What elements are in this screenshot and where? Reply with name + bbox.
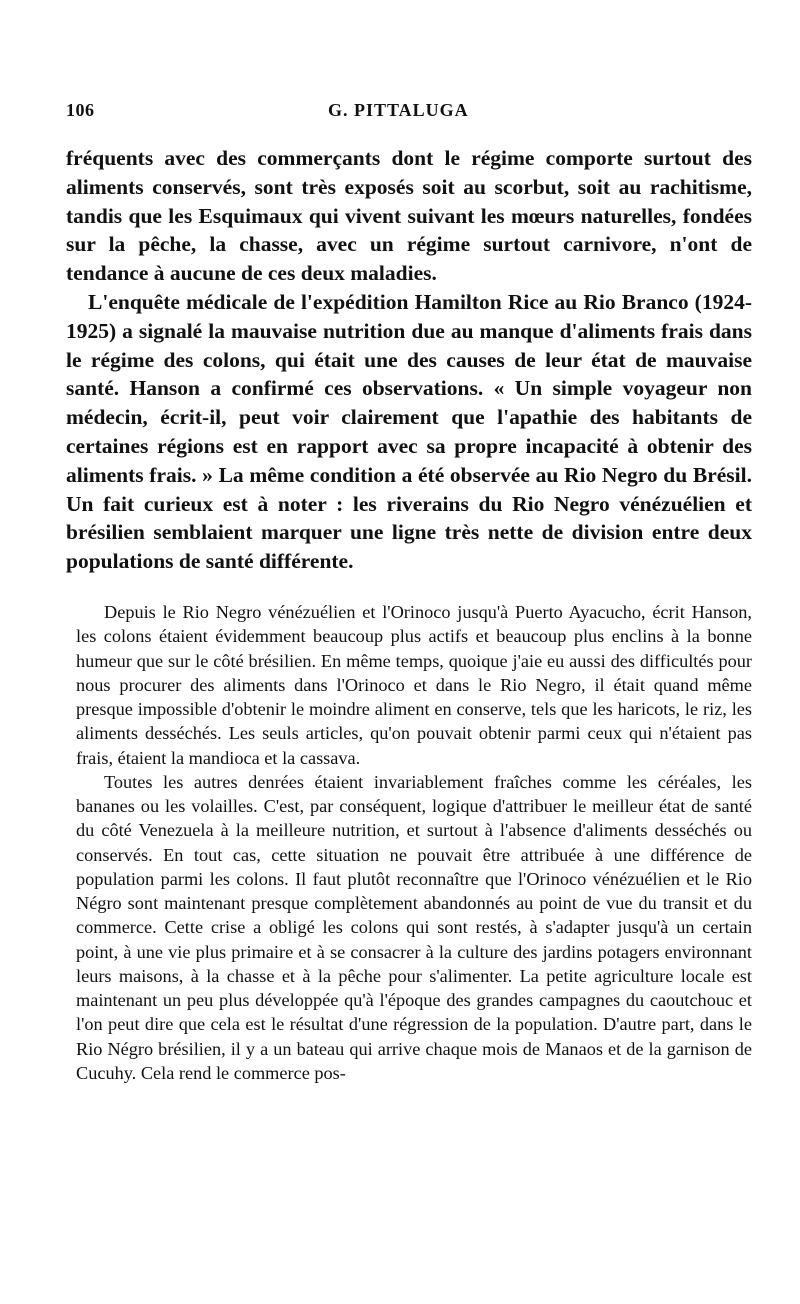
- quote-paragraph-2: Toutes les autres denrées étaient invariablement fraîches comme les céréales, les bananes ou les volailles. C'est, par conséquent, logique d'attribuer le meilleur état de santé du côté Venezuela à la meilleure nutrition, et surtout à l'absence d'aliments desséchés ou conservés. En tout cas, cette situation ne pouvait être attribuée à une différence de population parmi les colons. Il faut plutôt reconnaître que l'Orinoco vénézuélien et le Rio Négro sont maintenant presque complètement abandonnés au point de vue du transit et du commerce. Cette crise a obligé les colons qui sont restés, à s'adapter jusqu'à un certain point, à une vie plus primaire et à se consacrer à la culture des jardins potagers environnant leurs maisons, à la chasse et à la pêche pour s'alimenter. La petite agriculture locale est maintenant un peu plus développée qu'à l'époque des grandes campagnes du caoutchouc et l'on peut dire que cela est le résultat d'une régression de la population. D'autre part, dans le Rio Négro brésilien, il y a un bateau qui arrive chaque mois de Manaos et de la garnison de Cucuhy. Cela rend le commerce pos-: [76, 771, 752, 1083]
- quote-paragraph-1: Depuis le Rio Negro vénézuélien et l'Orinoco jusqu'à Puerto Ayacucho, écrit Hanson, les colons étaient évidemment beaucoup plus actifs et beaucoup plus enclins à la bonne humeur que sur le côté brésilien. En même temps, quoique j'aie eu aussi des difficultés pour nous procurer des aliments dans l'Orinoco et dans le Rio Negro, il était quand même presque impossible d'obtenir le moindre aliment en conserve, tels que les haricots, le riz, les aliments desséchés. Les seuls articles, qu'on pouvait obtenir parmi ceux qui n'étaient pas frais, étaient la mandioca et la cassava.: [76, 602, 752, 768]
- page-number: 106: [66, 100, 95, 120]
- hanson-quotation-block: [76, 600, 752, 1085]
- continuation-paragraph: fréquents avec des commerçants dont le régime comporte surtout des aliments conservés, sont très exposés soit au scorbut, soit au rachitisme, tandis que les Esquimaux qui vivent suivant les mœurs naturelles, fondées sur la pêche, la chasse, avec un régime surtout carnivore, n'ont de tendance à aucune de ces deux maladies.: [66, 146, 752, 286]
- main-text-block: [66, 144, 752, 576]
- paragraph-hamilton-rice-expedition: L'enquête médicale de l'expédition Hamilton Rice au Rio Branco (1924-1925) a signalé la mauvaise nutrition due au manque d'aliments frais dans le régime des colons, qui était une des causes de leur état de mauvaise santé. Hanson a confirmé ces observations. « Un simple voyageur non médecin, écrit-il, peut voir clairement que l'apathie des habitants de certaines régions est en rapport avec sa propre incapacité à obtenir des aliments frais. » La même condition a été observée au Rio Negro du Brésil. Un fait curieux est à noter : les riverains du Rio Negro vénézuélien et brésilien semblaient marquer une ligne très nette de division entre deux populations de santé différente.: [66, 289, 752, 574]
- running-title: G. PITTALUGA: [328, 100, 469, 120]
- page-header: [66, 100, 748, 130]
